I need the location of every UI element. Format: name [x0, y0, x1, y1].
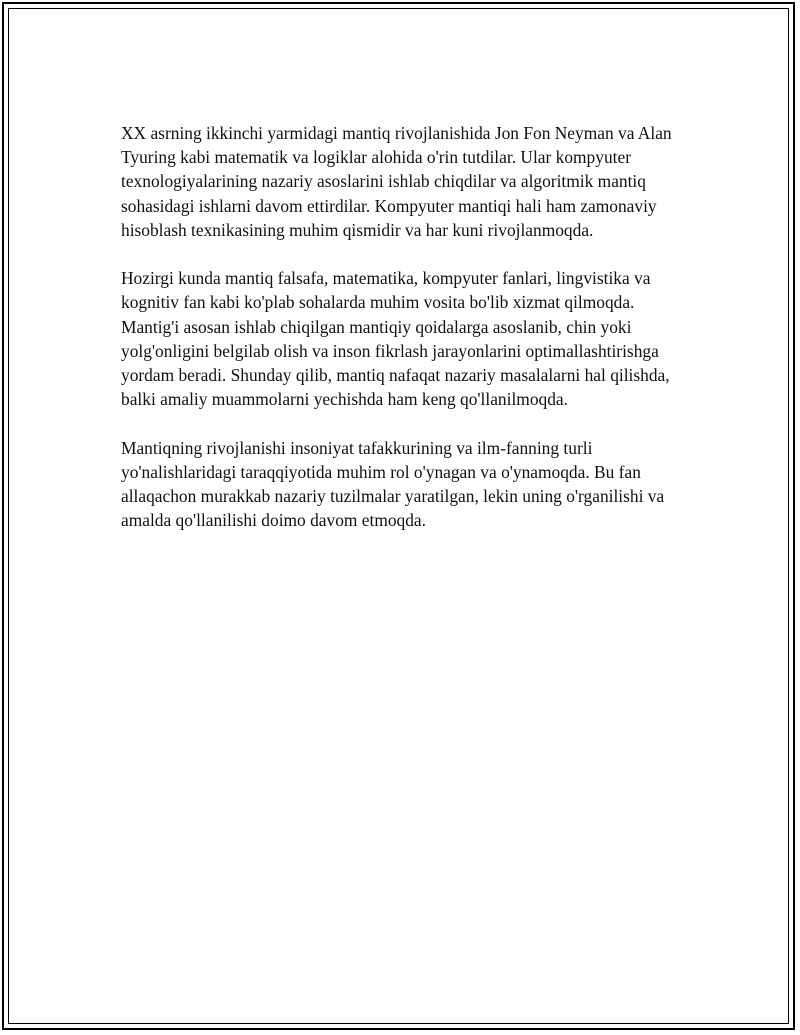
- paragraph-3: Mantiqning rivojlanishi insoniyat tafakkurining va ilm-fanning turli yo'nalishlaridagi taraqqiyotida muhim rol o'ynagan va o'ynamoqda. Bu fan allaqachon murakkab nazariy tuzilmalar yaratilgan, lekin uning o'rganilishi va amalda qo'llanilishi doimo davom etmoqda.: [121, 437, 665, 531]
- paragraph-1: XX asrning ikkinchi yarmidagi mantiq rivojlanishida Jon Fon Neyman va Alan Tyuring kabi matematik va logiklar alohida o'rin tutdilar. Ular kompyuter texnologiyalarining nazariy asoslarini ishlab chiqdilar va algoritmik mantiq sohasidagi ishlarni davom ettirdilar. Kompyuter mantiqi hali ham zamonaviy hisoblash texnikasining muhim qismidir va har kuni rivojlanmoqda.: [121, 123, 672, 240]
- paragraph-2: Hozirgi kunda mantiq falsafa, matematika, kompyuter fanlari, lingvistika va kognitiv fan kabi ko'plab sohalarda muhim vosita bo'lib xizmat qilmoqda. Mantig'i asosan ishlab chiqilgan mantiqiy qoidalarga asoslanib, chin yoki yolg'onligini belgilab olish va inson fikrlash jarayonlarini optimallashtirishga yordam beradi. Shunday qilib, mantiq nafaqat nazariy masalalarni hal qilishda, balki amaliy muammolarni yechishda ham keng qo'llanilmoqda.: [121, 268, 670, 410]
- document-body: [121, 121, 696, 557]
- document-page: [2, 2, 795, 1030]
